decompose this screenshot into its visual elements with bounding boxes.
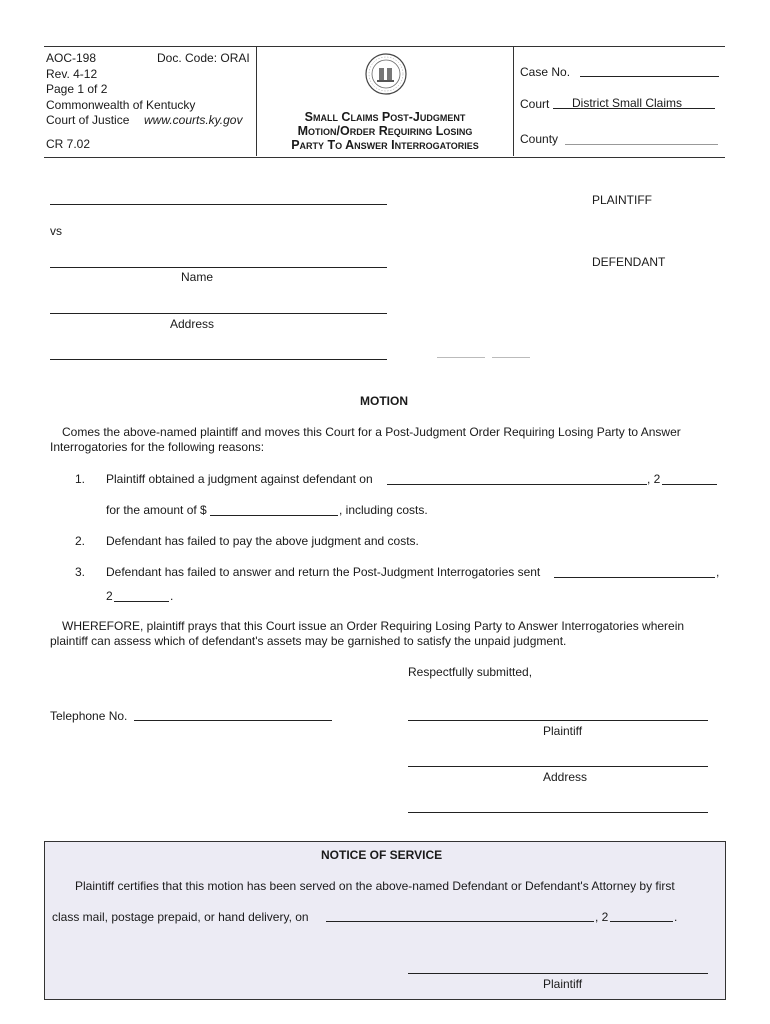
interrogatories-year-field[interactable] [114, 601, 169, 602]
wherefore-cont: plaintiff can assess which of defendant's assets may be garnished to satisfy the unpaid judgment. [50, 634, 567, 648]
name-label: Name [181, 270, 214, 284]
form-title [257, 110, 513, 152]
kentucky-seal-icon [364, 52, 408, 96]
plaintiff-address-field-1[interactable] [408, 766, 708, 767]
item1-text: Plaintiff obtained a judgment against defendant on [106, 472, 373, 486]
form-title-line2: Motion/Order Requiring Losing [297, 124, 473, 138]
plaintiff-address-label: Address [543, 770, 588, 784]
defendant-label: DEFENDANT [592, 255, 666, 269]
notice-text-1: Plaintiff certifies that this motion has been served on the above-named Defendant or Defendant's Attorney by first [75, 879, 675, 893]
amount-prefix: for the amount of $ [106, 503, 207, 517]
vs-label: vs [50, 224, 62, 238]
notice-heading: NOTICE OF SERVICE [321, 848, 443, 862]
case-number-field[interactable] [580, 76, 719, 77]
case-label: Case No. [520, 65, 571, 79]
notice-plaintiff-signature-field[interactable] [408, 973, 708, 974]
plaintiff-signature-field[interactable] [408, 720, 708, 721]
doc-code: Doc. Code: ORAI [157, 51, 250, 65]
website-link[interactable]: www.courts.ky.gov [144, 113, 243, 127]
faint-field-b [492, 357, 530, 358]
state-name: Commonwealth of Kentucky [46, 98, 196, 112]
court-of-justice: Court of Justice [46, 113, 130, 127]
plaintiff-name-field[interactable] [50, 204, 387, 205]
wherefore-text: WHEREFORE, plaintiff prays that this Court issue an Order Requiring Losing Party to Answer Interrogatories wherein [62, 619, 685, 633]
service-year-field[interactable] [610, 921, 673, 922]
service-year-prefix: , 2 [595, 910, 609, 924]
item3-text: Defendant has failed to answer and return the Post-Judgment Interrogatories sent [106, 565, 541, 579]
judgment-amount-field[interactable] [210, 515, 338, 516]
plaintiff-label: PLAINTIFF [592, 193, 653, 207]
item3-comma: , [716, 565, 720, 579]
defendant-address-field-1[interactable] [50, 313, 387, 314]
item3-year-prefix: 2 [106, 589, 113, 603]
county-field[interactable] [565, 144, 718, 145]
address-label: Address [170, 317, 215, 331]
court-value[interactable]: District Small Claims [572, 96, 683, 110]
plaintiff-address-field-2[interactable] [408, 812, 708, 813]
item3-period: . [170, 589, 174, 603]
item2-number: 2. [75, 534, 86, 548]
defendant-address-field-2[interactable] [50, 359, 387, 360]
page-number: Page 1 of 2 [46, 82, 108, 96]
form-title-line1: Small Claims Post-Judgment [304, 110, 466, 124]
plaintiff-signature-label: Plaintiff [543, 724, 583, 738]
item1-year-prefix: , 2 [647, 472, 661, 486]
faint-field-a [437, 357, 485, 358]
motion-intro-cont: Interrogatories for the following reasons: [50, 440, 265, 454]
county-label: County [520, 132, 559, 146]
item1-number: 1. [75, 472, 86, 486]
item3-number: 3. [75, 565, 86, 579]
service-date-field[interactable] [326, 921, 594, 922]
telephone-label: Telephone No. [50, 709, 128, 723]
service-period: . [674, 910, 678, 924]
form-title-line3: Party To Answer Interrogatories [291, 138, 479, 152]
amount-suffix: , including costs. [339, 503, 428, 517]
judgment-year-field[interactable] [662, 484, 717, 485]
notice-plaintiff-label: Plaintiff [543, 977, 583, 991]
motion-intro: Comes the above-named plaintiff and moves this Court for a Post-Judgment Order Requiring Losing Party to Answer [62, 425, 681, 439]
form-number: AOC-198 [46, 51, 97, 65]
header-divider-right [513, 46, 514, 156]
rule-number: CR 7.02 [46, 137, 91, 151]
respectfully-submitted: Respectfully submitted, [408, 665, 533, 679]
interrogatories-sent-field[interactable] [554, 577, 715, 578]
defendant-name-field[interactable] [50, 267, 387, 268]
item2-text: Defendant has failed to pay the above judgment and costs. [106, 534, 419, 548]
motion-heading: MOTION [360, 394, 408, 408]
judgment-date-field[interactable] [387, 484, 647, 485]
court-label: Court [520, 97, 550, 111]
telephone-field[interactable] [134, 720, 332, 721]
notice-text-2: class mail, postage prepaid, or hand delivery, on [52, 910, 309, 924]
revision: Rev. 4-12 [46, 67, 98, 81]
